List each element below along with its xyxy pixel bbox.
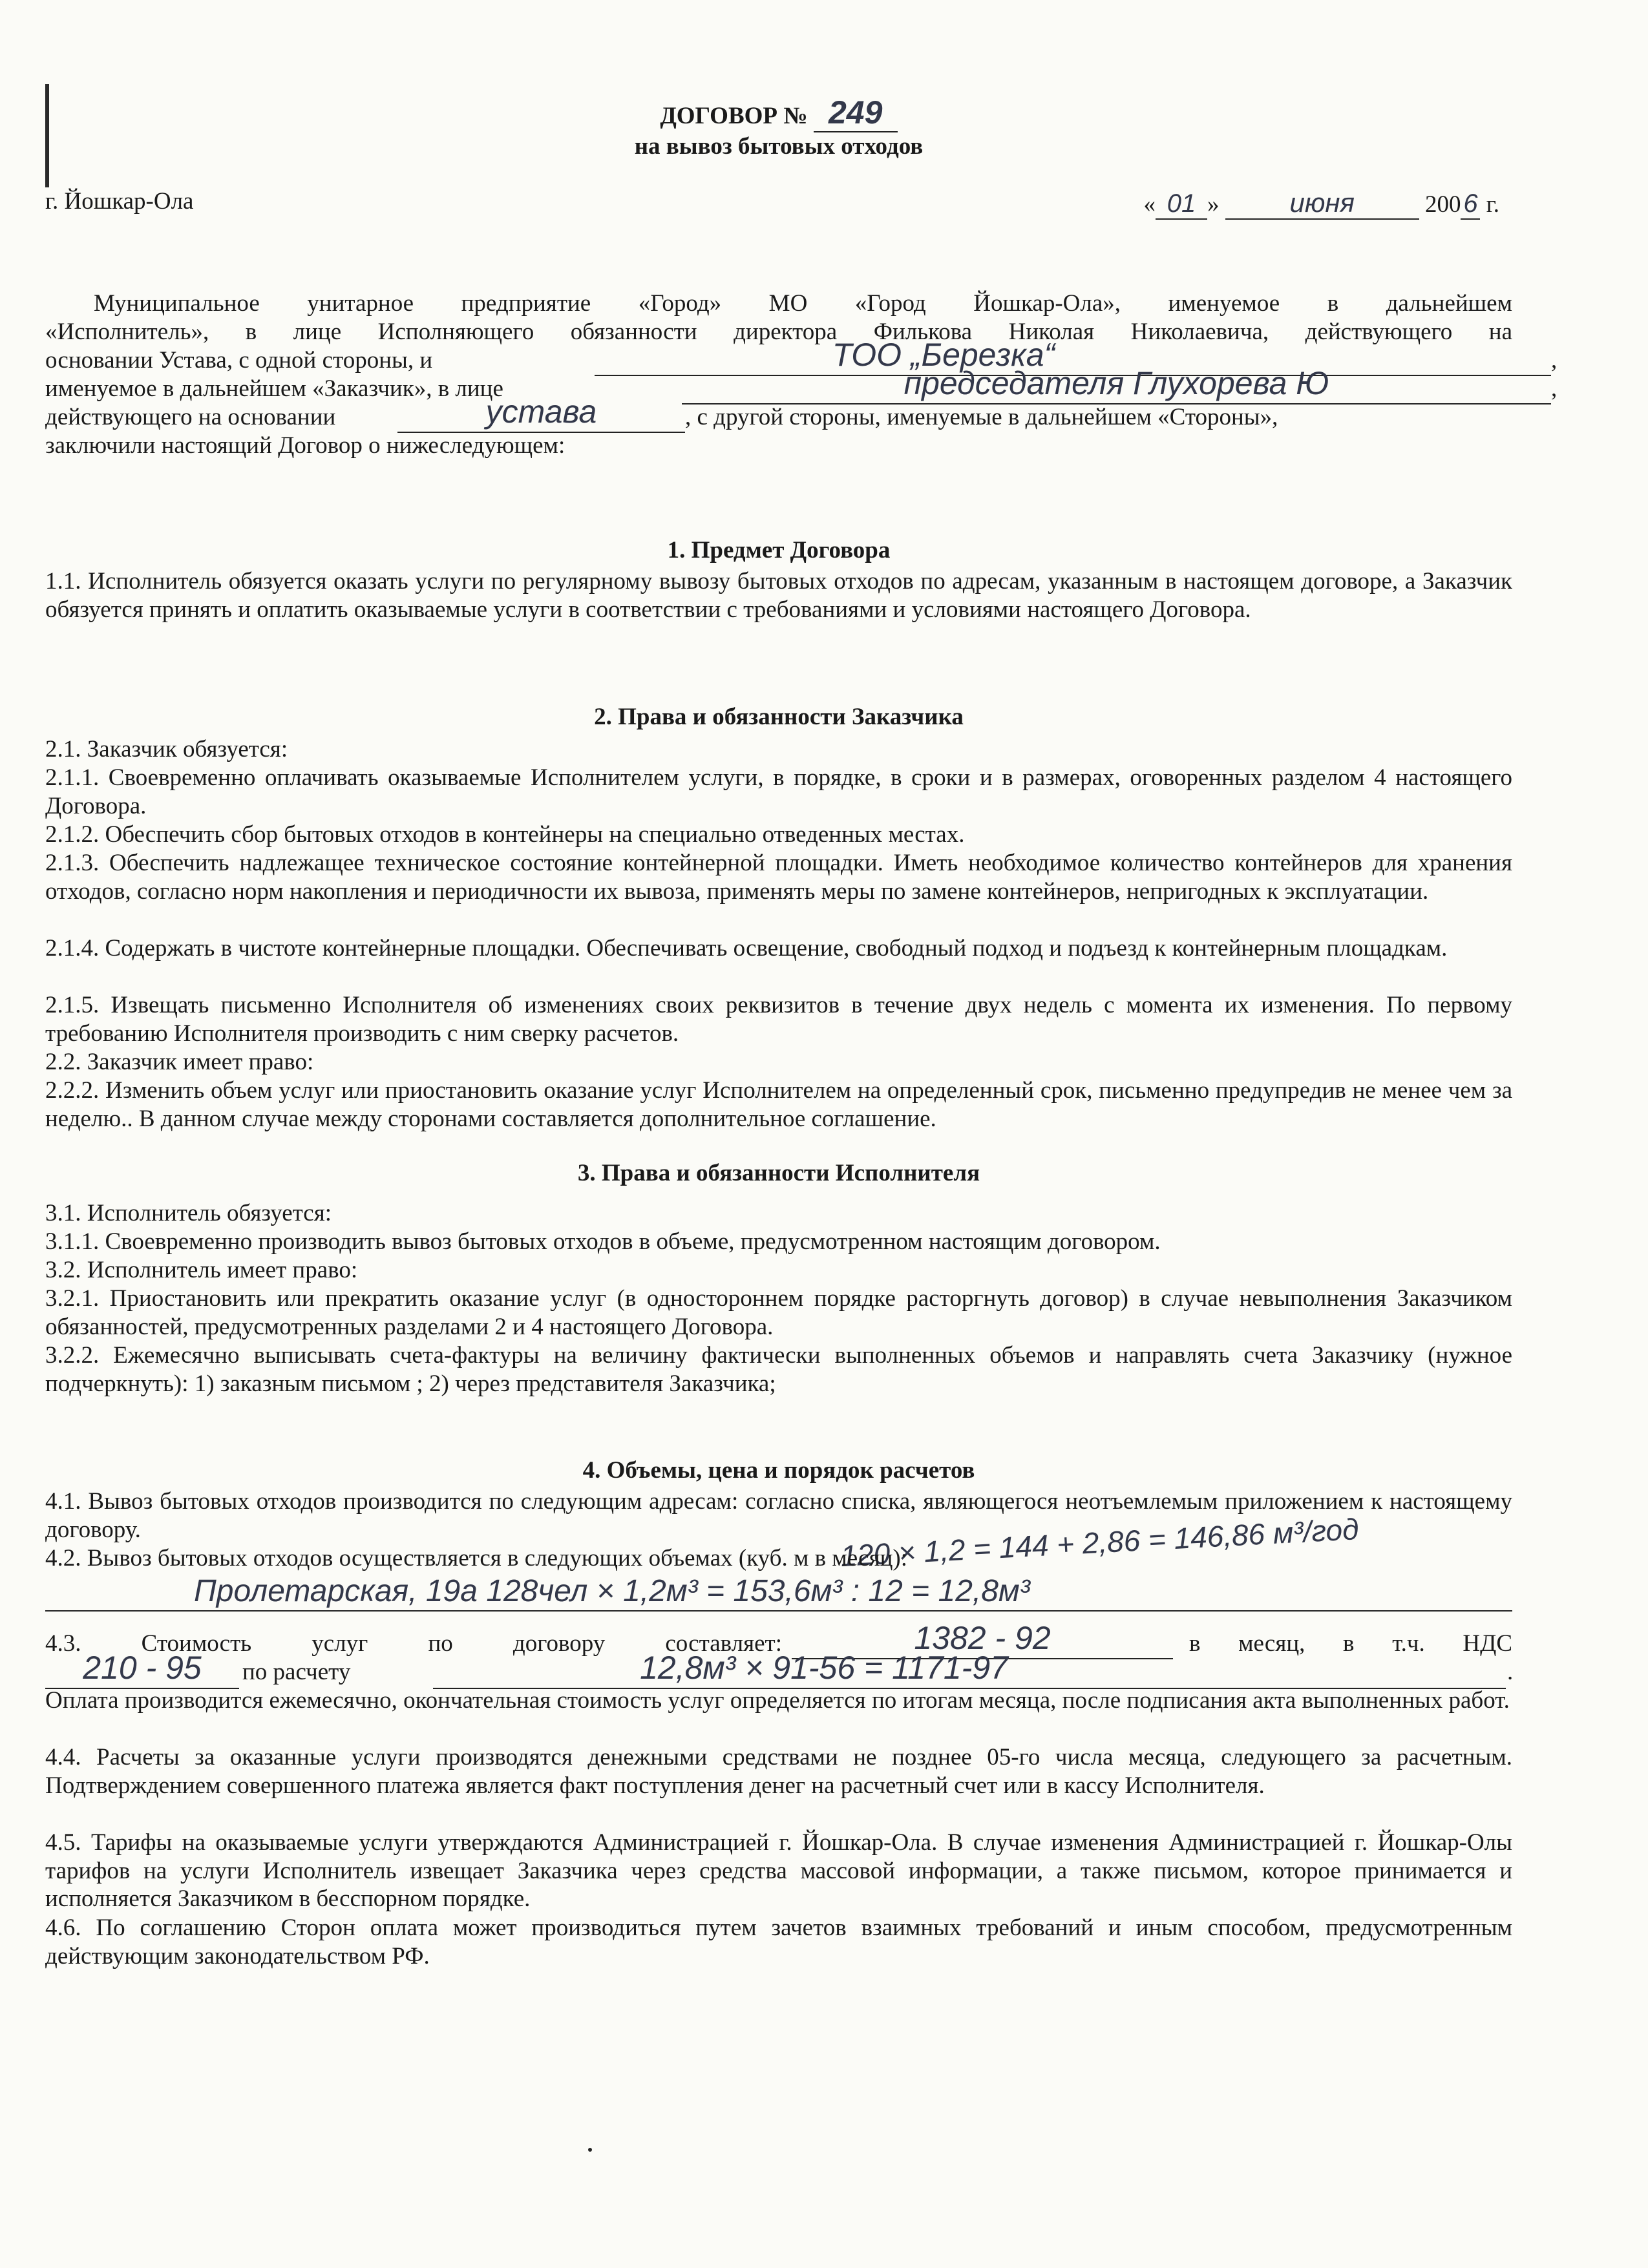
clause-4-2: 4.2. Вывоз бытовых отходов осуществляется в следующих объемах (куб. м в месяц): xyxy=(45,1545,907,1571)
preamble-line-3: основании Устава, с одной стороны, и xyxy=(45,347,433,373)
city-date-line xyxy=(45,187,1512,226)
clause-3-1-1: 3.1.1. Своевременно производить вывоз бытовых отходов в объеме, предусмотренном настоящим договором. xyxy=(45,1228,1161,1255)
preamble-line-4: именуемое в дальнейшем «Заказчик», в лице xyxy=(45,375,503,402)
clause-4-5: 4.5. Тарифы на оказываемые услуги утверждаются Администрацией г. Йошкар-Ола. В случае изменения Администрацией г. Йошкар-Олы тарифов на услуги Исполнитель извещает Заказчика через средства массовой информации, а также письмом, которое принимается и исполняется Заказчиком в бесспорном порядке. xyxy=(45,1829,1512,1913)
section-3-heading: 3. Права и обязанности Исполнителя xyxy=(577,1160,980,1186)
section-4-heading: 4. Объемы, цена и порядок расчетов xyxy=(582,1457,975,1484)
preamble-line-5: действующего на основании xyxy=(45,404,336,430)
clause-4-6: 4.6. По соглашению Сторон оплата может производиться путем зачетов взаимных требований и иным способом, предусмотренным действующим законодательством РФ. xyxy=(45,1915,1512,1969)
preamble-line-2: «Исполнитель», в лице Исполняющего обязанности директора Филькова Николая Николаевича, действующего на xyxy=(45,319,1512,345)
document-title: ДОГОВОР № 249 xyxy=(45,94,1512,132)
clause-2-1-4: 2.1.4. Содержать в чистоте контейнерные площадки. Обеспечивать освещение, свободный подход и подъезд к контейнерным площадкам. xyxy=(45,935,1448,961)
city: г. Йошкар-Ола xyxy=(45,188,194,215)
preamble-line-1: Муниципальное унитарное предприятие «Город» МО «Город Йошкар-Ола», именуемое в дальнейшем xyxy=(94,290,1512,317)
contract-number: 249 xyxy=(814,94,898,132)
clause-4-1: 4.1. Вывоз бытовых отходов производится по следующим адресам: согласно списка, являющегося неотъемлемым приложением к настоящему договору. xyxy=(45,1488,1512,1543)
clause-4-3-d: Оплата производится ежемесячно, окончательная стоимость услуг определяется по итогам месяца, после подписания акта выполненных работ. xyxy=(45,1687,1510,1714)
clause-1-1: 1.1. Исполнитель обязуется оказать услуги по регулярному вывозу бытовых отходов по адресам, указанным в настоящем договоре, а Заказчик обязуется принять и оплатить оказываемые услуги в соответствии с требованиями и условиями настоящего Договора. xyxy=(45,568,1512,623)
clause-2-2: 2.2. Заказчик имеет право: xyxy=(45,1049,314,1075)
clause-2-1-1: 2.1.1. Своевременно оплачивать оказываемые Исполнителем услуги, в порядке, в сроки и в размерах, оговоренных разделом 4 настоящего Договора. xyxy=(45,764,1512,819)
clause-2-1-2: 2.1.2. Обеспечить сбор бытовых отходов в контейнеры на специально отведенных местах. xyxy=(45,821,965,848)
clause-4-3-c: по расчету xyxy=(242,1659,351,1685)
preamble-line-6: заключили настоящий Договор о нижеследующем: xyxy=(45,432,565,459)
customer-name-field: ТОО „Березка“ xyxy=(595,340,1551,376)
vat-field: 210 - 95 xyxy=(45,1653,239,1689)
section-2-heading: 2. Права и обязанности Заказчика xyxy=(594,704,964,730)
cost-field: 1382 - 92 xyxy=(792,1622,1173,1659)
clause-3-2-2: 3.2.2. Ежемесячно выписывать счета-фактуры на величину фактически выполненных объемов и направлять счета Заказчику (нужное подчеркнуть): 1) заказным письмом ; 2) через представителя Заказчика; xyxy=(45,1342,1512,1397)
clause-3-2: 3.2. Исполнитель имеет право: xyxy=(45,1257,358,1283)
contract-date: « 01 » июня 2006 г. xyxy=(1143,187,1499,220)
clause-3-1: 3.1. Исполнитель обязуется: xyxy=(45,1200,332,1226)
clause-4-4: 4.4. Расчеты за оказанные услуги производятся денежными средствами не позднее 05-го числа месяца, следующего за расчетным. Подтверждением совершенного платежа является факт поступления денег на расчетный счет или в кассу Исполнителя. xyxy=(45,1744,1512,1799)
document-subtitle: на вывоз бытовых отходов xyxy=(634,133,924,160)
date-month: июня xyxy=(1225,187,1419,220)
section-1-heading: 1. Предмет Договора xyxy=(667,537,891,563)
clause-3-2-1: 3.2.1. Приостановить или прекратить оказание услуг (в одностороннем порядке расторгнуть договор) в случае невыполнения Заказчиком обязанностей, предусмотренных разделами 2 и 4 настоящего Договора. xyxy=(45,1285,1512,1340)
date-year-digit: 6 xyxy=(1461,189,1480,220)
handwritten-volume-calc: 120 × 1,2 = 144 + 2,86 = 146,86 м³/год xyxy=(840,1512,1360,1573)
page-dot xyxy=(588,2148,592,2152)
clause-2-1: 2.1. Заказчик обязуется: xyxy=(45,736,288,762)
representative-field: председателя Глухорева Ю xyxy=(682,368,1551,404)
calculation-field: 12,8м³ × 91-56 = 1171-97 xyxy=(433,1653,1506,1689)
date-day: 01 xyxy=(1156,189,1207,220)
preamble-line-5b: , с другой стороны, именуемые в дальнейшем «Стороны», xyxy=(685,404,1278,430)
clause-2-2-2: 2.2.2. Изменить объем услуг или приостановить оказание услуг Исполнителем на определенный срок, письменно предупредив не менее чем за неделю.. В данном случае между сторонами составляется дополнительное соглашение. xyxy=(45,1077,1512,1132)
basis-field: устава xyxy=(397,397,685,433)
clause-4-3-a: 4.3. Стоимость услуг по договору составляет: xyxy=(45,1630,782,1657)
clause-2-1-5: 2.1.5. Извещать письменно Исполнителя об изменениях своих реквизитов в течение двух недель с момента их изменения. По первому требованию Исполнителя производить с ним сверку расчетов. xyxy=(45,992,1512,1047)
clause-2-1-3: 2.1.3. Обеспечить надлежащее техническое состояние контейнерной площадки. Иметь необходимое количество контейнеров для хранения отходов, согласно норм накопления и периодичности их вывоза, применять меры по замене контейнеров, непригодных к эксплуатации. xyxy=(45,850,1512,905)
clause-4-3-b: в месяц, в т.ч. НДС xyxy=(1189,1630,1512,1657)
volume-field: Пролетарская, 19а 128чел × 1,2м³ = 153,6м³ : 12 = 12,8м³ xyxy=(45,1570,1512,1612)
